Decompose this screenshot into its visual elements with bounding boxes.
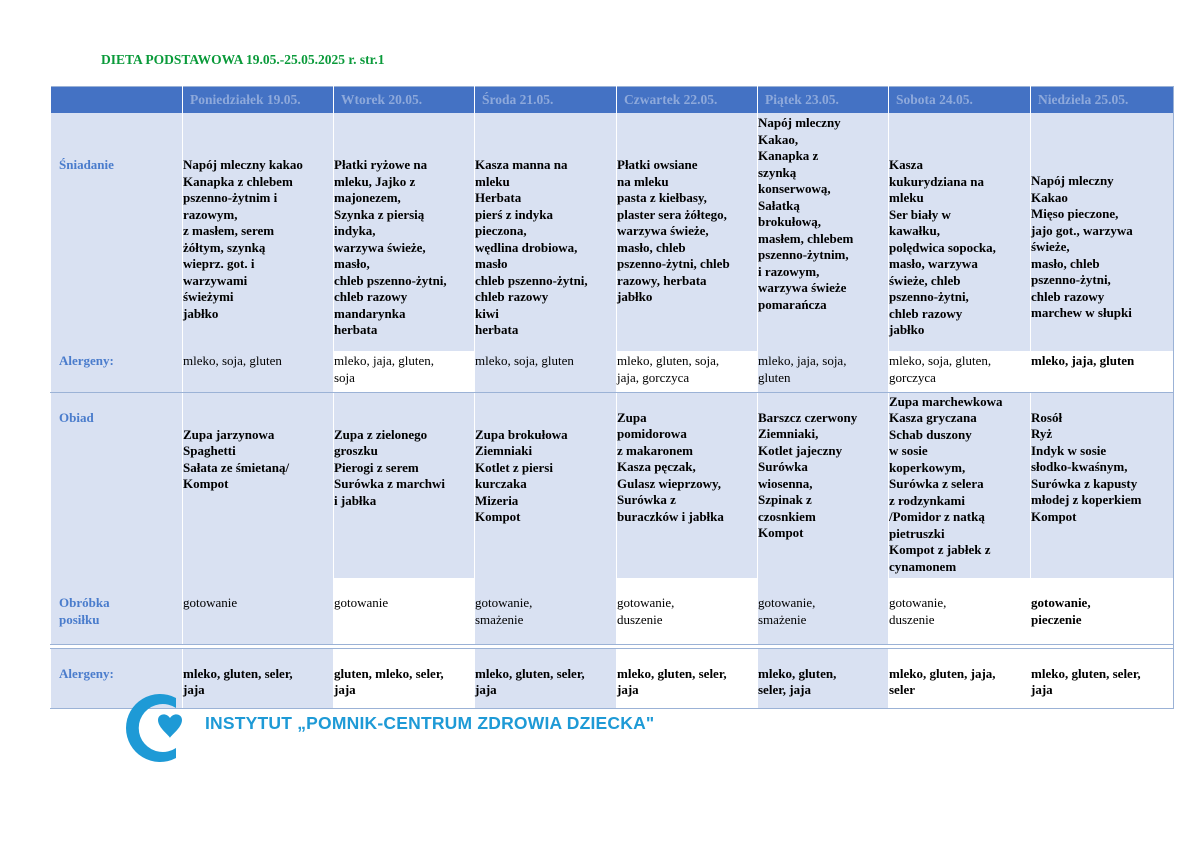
heart-logo-icon xyxy=(126,694,182,762)
meal-cell: Napój mleczny kakao Kanapka z chlebem pszenno-żytnim i razowym, z masłem, serem żółtym, szynką wieprz. got. i warzywami świeżymi jabłko xyxy=(183,157,303,321)
row-obiad xyxy=(51,392,1174,578)
diet-menu-table xyxy=(50,86,1174,709)
processing-cell: gotowanie, duszenie xyxy=(617,595,675,627)
row-label: Alergeny: xyxy=(59,353,114,368)
processing-cell: gotowanie, smażenie xyxy=(758,595,816,627)
meal-cell: Barszcz czerwony Ziemniaki, Kotlet jajeczny Surówka wiosenna, Szpinak z czosnkiem Kompot xyxy=(758,409,858,540)
allergen-cell: mleko, gluten, soja, jaja, gorczyca xyxy=(617,353,720,385)
allergen-cell: mleko, jaja, gluten xyxy=(1031,353,1135,368)
row-label: Śniadanie xyxy=(51,113,183,351)
day-header: Piątek 23.05. xyxy=(758,87,889,114)
meal-cell: Napój mleczny Kakao, Kanapka z szynką konserwową, Sałatką brokułową, masłem, chlebem pszenno-żytnim, i razowym, warzywa świeże pomarańcza xyxy=(758,115,854,312)
page-title: DIETA PODSTAWOWA 19.05.-25.05.2025 r. str.1 xyxy=(101,52,385,67)
day-header: Poniedziałek 19.05. xyxy=(183,87,334,114)
day-header: Czwartek 22.05. xyxy=(617,87,758,114)
allergen-cell: mleko, gluten, seler, jaja xyxy=(758,665,837,697)
row-label: Obróbka posiłku xyxy=(59,595,110,627)
meal-cell: Zupa jarzynowa Spaghetti Sałata ze śmietaną/ Kompot xyxy=(183,426,290,491)
processing-cell: gotowanie, pieczenie xyxy=(1031,595,1091,627)
allergen-cell: mleko, gluten, jaja, seler xyxy=(889,665,996,697)
allergen-cell: mleko, gluten, seler, jaja xyxy=(617,665,727,697)
processing-cell: gotowanie, smażenie xyxy=(475,595,533,627)
header-row xyxy=(51,87,1174,114)
processing-cell: gotowanie xyxy=(334,595,389,610)
allergen-cell: gluten, mleko, seler, jaja xyxy=(334,665,444,697)
row-label: Alergeny: xyxy=(59,665,114,681)
meal-cell: Zupa brokułowa Ziemniaki Kotlet z piersi kurczaka Mizeria Kompot xyxy=(475,426,568,524)
meal-cell: Zupa z zielonego groszku Pierogi z serem Surówka z marchwi i jabłka xyxy=(334,426,445,508)
allergen-cell: mleko, jaja, soja, gluten xyxy=(758,353,847,385)
day-header: Środa 21.05. xyxy=(475,87,617,114)
allergen-cell: mleko, jaja, gluten, soja xyxy=(334,353,435,385)
row-obrobka xyxy=(51,578,1174,644)
allergen-cell: mleko, soja, gluten xyxy=(475,353,574,368)
allergen-cell: mleko, gluten, seler, jaja xyxy=(1031,665,1141,697)
day-header: Wtorek 20.05. xyxy=(334,87,475,114)
allergen-cell: mleko, gluten, seler, jaja xyxy=(475,665,585,697)
day-header: Niedziela 25.05. xyxy=(1031,87,1174,114)
row-label: Obiad xyxy=(59,409,94,425)
allergen-cell: mleko, soja, gluten xyxy=(183,353,282,368)
meal-cell: Płatki ryżowe na mleku, Jajko z majonezem, Szynka z piersią indyka, warzywa świeże, masło, chleb pszenno-żytni, chleb razowy mandarynka herbata xyxy=(334,157,447,337)
institute-name: INSTYTUT „POMNIK-CENTRUM ZDROWIA DZIECKA" xyxy=(205,713,655,733)
allergen-cell: mleko, soja, gluten, gorczyca xyxy=(889,353,992,385)
header-corner xyxy=(51,87,183,114)
meal-cell: Zupa marchewkowa Kasza gryczana Schab duszony w sosie koperkowym, Surówka z selera z rodzynkami /Pomidor z natką pietruszki Kompot z jabłek z cynamonem xyxy=(889,393,1003,574)
meal-cell: Rosół Ryż Indyk w sosie słodko-kwaśnym, Surówka z kapusty młodej z koperkiem Kompot xyxy=(1031,409,1142,524)
processing-cell: gotowanie xyxy=(183,595,238,610)
meal-cell: Napój mleczny Kakao Mięso pieczone, jajo got., warzywa świeże, masło, chleb pszenno-żytni, chleb razowy marchew w słupki xyxy=(1031,173,1133,320)
processing-cell: gotowanie, duszenie xyxy=(889,595,947,627)
allergen-cell: mleko, gluten, seler, jaja xyxy=(183,665,293,697)
meal-cell: Kasza kukurydziana na mleku Ser biały w kawałku, polędwica sopocka, masło, warzywa świeże, chleb pszenno-żytni, chleb razowy jabłko xyxy=(889,157,996,337)
day-header: Sobota 24.05. xyxy=(889,87,1031,114)
meal-cell: Płatki owsiane na mleku pasta z kiełbasy, plaster sera żółtego, warzywa świeże, masło, chleb pszenno-żytni, chleb razowy, herbata jabłko xyxy=(617,157,730,304)
row-alergeny-sniadanie xyxy=(51,351,1174,392)
meal-cell: Zupa pomidorowa z makaronem Kasza pęczak, Gulasz wieprzowy, Surówka z buraczków i jabłka xyxy=(617,409,724,524)
row-sniadanie xyxy=(51,113,1174,351)
meal-cell: Kasza manna na mleku Herbata pierś z indyka pieczona, wędlina drobiowa, masło chleb pszenno-żytni, chleb razowy kiwi herbata xyxy=(475,157,588,337)
